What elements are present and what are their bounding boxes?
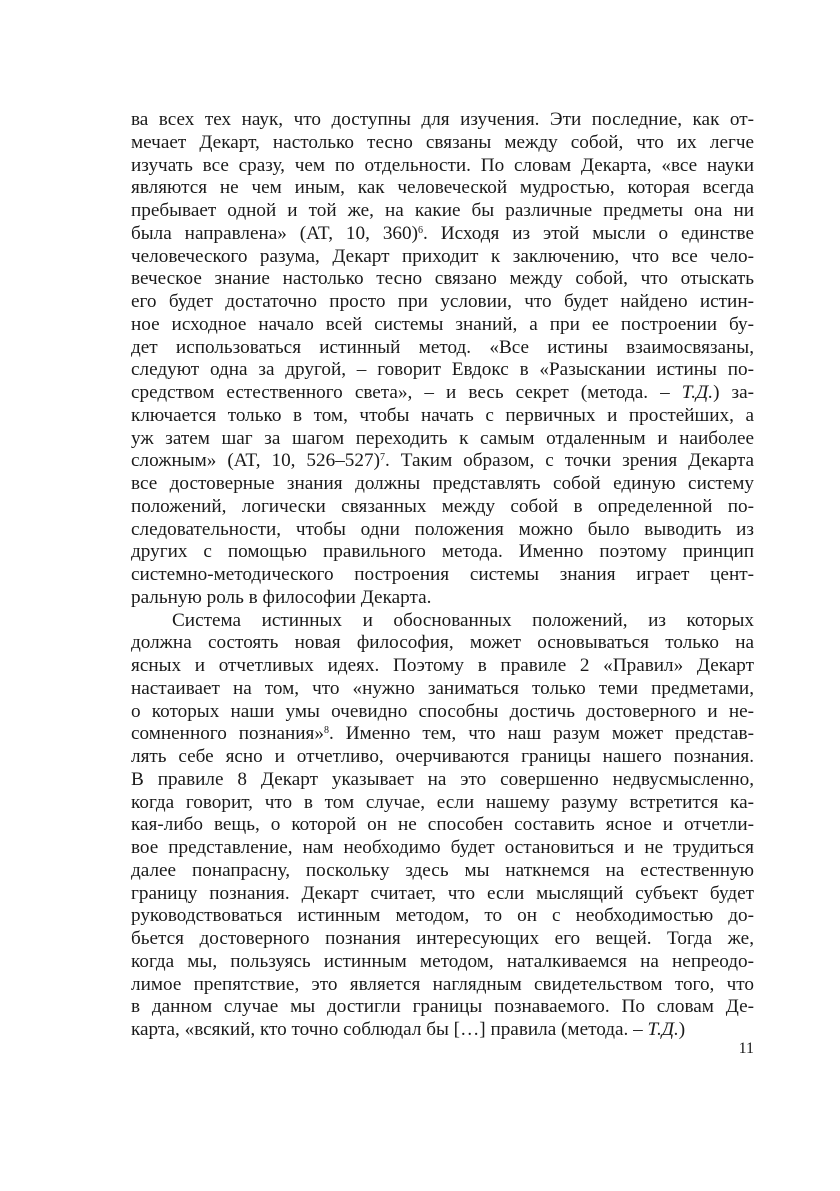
text-line: следуют одна за другой, – говорит Евдокс в «Разыскании истины по- [131, 359, 754, 381]
text-line: руководствоваться истинным методом, то он с необходимостью до- [131, 905, 754, 927]
text-line: ва всех тех наук, что доступны для изучения. Эти последние, как от- [131, 109, 754, 130]
text-line: все достоверные знания должны представлять собой единую систему [131, 473, 754, 494]
text-line: Система истинных и обоснованных положений, из которых [172, 609, 754, 631]
text-line: средством естественного света», – и весь секрет (метода. – Т.Д.) за- [131, 382, 754, 403]
text-line: его будет достаточно просто при условии, что будет найдено истин- [131, 291, 754, 312]
text-line: лимое препятствие, это является наглядным свидетельством того, что [131, 973, 754, 995]
text-line: уж затем шаг за шагом переходить к самым отдаленным и наиболее [131, 427, 754, 449]
page-body [131, 109, 754, 1042]
text-line: должна состоять новая философия, может основываться только на [131, 632, 754, 654]
paragraph-2 [131, 610, 754, 1042]
text-line: других с помощью правильного метода. Именно поэтому принцип [131, 541, 754, 563]
text-line: когда говорит, что в том случае, если нашему разуму встретится ка- [131, 791, 754, 813]
text-line: изучать все сразу, чем по отдельности. По словам Декарта, «все науки [131, 154, 754, 176]
text-line: вое представление, нам необходимо будет остановиться и не трудиться [131, 837, 754, 858]
text-line: веческое знание настолько тесно связано между собой, что отыскать [131, 268, 754, 290]
page-number: 11 [738, 1040, 754, 1057]
text-line: лять себе ясно и отчетливо, очерчиваются границы нашего познания. [131, 746, 754, 767]
text-line: системно-методического построения системы знания играет цент- [131, 564, 754, 585]
text-line: карта, «всякий, кто точно соблюдал бы […] правила (метода. – Т.Д.) [131, 1019, 686, 1040]
text-line: кая-либо вещь, о которой он не способен составить ясное и отчетли- [131, 814, 754, 836]
text-line: дет использоваться истинный метод. «Все истины взаимосвязаны, [131, 336, 754, 358]
text-line: В правиле 8 Декарт указывает на это совершенно недвусмысленно, [131, 768, 754, 790]
text-line: ральную роль в философии Декарта. [131, 586, 432, 608]
text-line: в данном случае мы достигли границы познаваемого. По словам Де- [131, 996, 754, 1018]
text-line: настаивает на том, что «нужно заниматься только теми предметами, [131, 677, 754, 699]
text-line: далее понапрасну, поскольку здесь мы наткнемся на естественную [131, 859, 754, 881]
text-line: когда мы, пользуясь истинным методом, наталкиваемся на непреодо- [131, 950, 754, 972]
text-line: человеческого разума, Декарт приходит к заключению, что все чело- [131, 245, 754, 267]
paragraph-1 [131, 109, 754, 610]
text-line: пребывает одной и той же, на какие бы различные предметы она ни [131, 200, 754, 221]
text-line: ное исходное начало всей системы знаний, а при ее построении бу- [131, 313, 754, 335]
text-line: ключается только в том, чтобы начать с первичных и простейших, а [131, 404, 754, 426]
text-line: мечает Декарт, настолько тесно связаны между собой, что их легче [131, 131, 754, 153]
text-line: была направлена» (AT, 10, 360)$^6$. Исходя из этой мысли о единстве [131, 222, 754, 244]
text-line: сложным» (AT, 10, 526–527)$^7$. Таким образом, с точки зрения Декарта [131, 450, 754, 472]
text-line: положений, логически связанных между собой в определенной по- [131, 495, 754, 517]
text-line: следовательности, чтобы одни положения можно было выводить из [131, 518, 754, 540]
text-line: сомненного познания»$^8$. Именно тем, что наш разум может представ- [131, 723, 754, 745]
text-line: ясных и отчетливых идеях. Поэтому в правиле 2 «Правил» Декарт [131, 655, 754, 676]
text-line: являются не чем иным, как человеческой мудростью, которая всегда [131, 177, 754, 199]
text-line: границу познания. Декарт считает, что если мыслящий субъект будет [131, 882, 754, 904]
text-line: бьется достоверного познания интересующих его вещей. Тогда же, [131, 928, 754, 949]
text-line: о которых наши умы очевидно способны достичь достоверного и не- [131, 700, 754, 722]
